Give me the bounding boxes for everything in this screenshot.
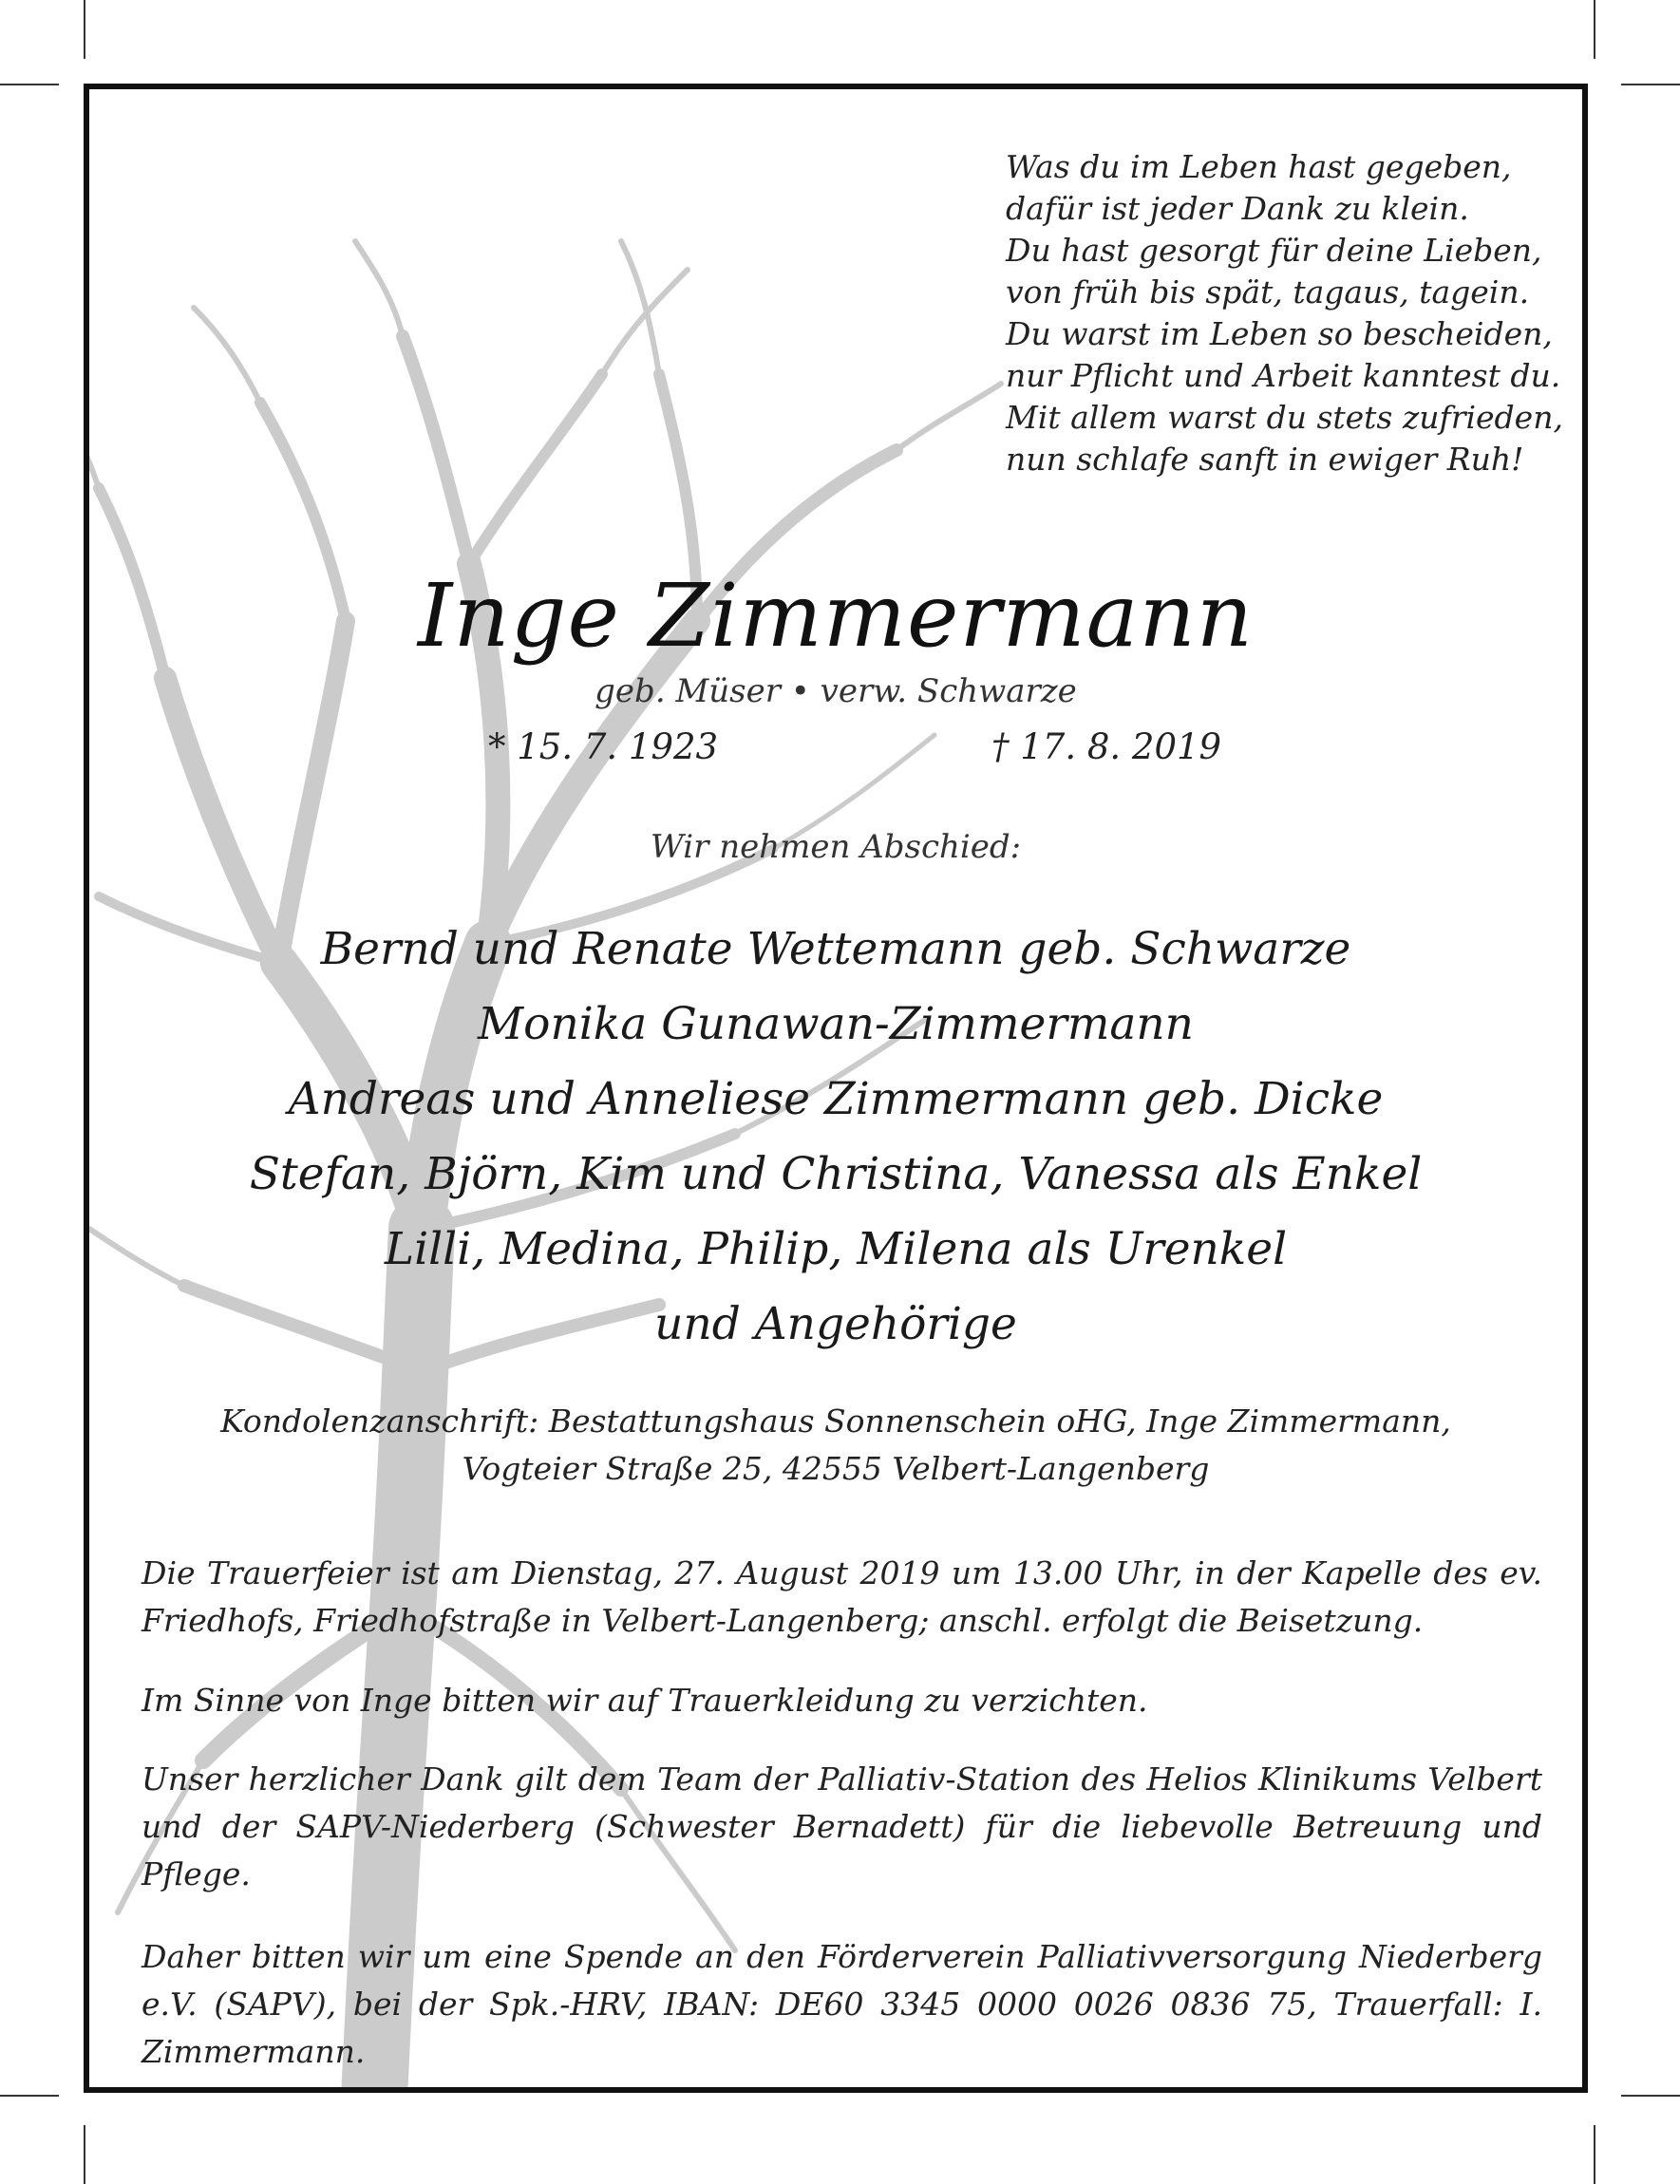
farewell-heading: Wir nehmen Abschied:: [650, 828, 1022, 866]
crop-mark: [84, 2125, 85, 2184]
mourner-line: Lilli, Medina, Philip, Milena als Urenkel: [384, 1223, 1288, 1275]
crop-mark: [84, 0, 85, 59]
crop-mark: [0, 2095, 59, 2097]
mourners-list: [89, 912, 1582, 1362]
funeral-notice: Die Trauerfeier ist am Dienstag, 27. August 2019 um 13.00 Uhr, in der Kapelle des ev. Friedhofs, Friedhofstraße in Velbert-Langenberg; anschl. erfolgt die Beisetzung.: [142, 1554, 1542, 1639]
attire-notice: Im Sinne von Inge bitten wir auf Trauerkleidung zu verzichten.: [142, 1682, 1148, 1719]
deceased-name: Inge Zimmermann: [417, 565, 1254, 667]
poem-line: Mit allem warst du stets zufrieden,: [1006, 399, 1563, 436]
crop-mark: [0, 84, 59, 85]
donation-notice: Daher bitten wir um eine Spende an den Förderverein Palliativversorgung Niederberg e.V. (SAPV), bei der Spk.-HRV, IBAN: DE60 3345 0000 0026 0836 75, Trauerfall: I. Zimmermann.: [142, 1938, 1542, 2070]
poem-line: von früh bis spät, tagaus, tagein.: [1006, 273, 1530, 311]
mourner-line: und Angehörige: [654, 1298, 1017, 1350]
mourner-line: Monika Gunawan-Zimmermann: [478, 998, 1194, 1050]
birth-names: geb. Müser • verw. Schwarze: [595, 672, 1077, 710]
poem-line: nur Pflicht und Arbeit kanntest du.: [1006, 357, 1561, 394]
thanks-notice: Unser herzlicher Dank gilt dem Team der Palliativ-Station des Helios Klinikums Velbert und der SAPV-Niederberg (Schwester Bernadett) für die liebevolle Betreuung und Pflege.: [142, 1760, 1542, 1892]
poem-line: Du warst im Leben so bescheiden,: [1006, 315, 1553, 352]
death-date: † 17. 8. 2019: [991, 726, 1222, 767]
condolence-address: [89, 1398, 1582, 1493]
condolence-line: Vogteier Straße 25, 42555 Velbert-Langenberg: [462, 1450, 1210, 1487]
crop-mark: [1621, 2095, 1680, 2097]
memorial-poem: [1006, 146, 1563, 480]
poem-line: Du hast gesorgt für deine Lieben,: [1006, 232, 1542, 269]
condolence-line: Kondolenzanschrift: Bestattungshaus Sonnenschein oHG, Inge Zimmermann,: [220, 1403, 1451, 1440]
poem-line: dafür ist jeder Dank zu klein.: [1006, 190, 1469, 227]
mourner-line: Bernd und Renate Wettemann geb. Schwarze: [320, 923, 1351, 975]
poem-line: nun schlafe sanft in ewiger Ruh!: [1006, 441, 1524, 478]
birth-date: * 15. 7. 1923: [488, 726, 719, 767]
obituary-content: [89, 89, 1582, 2087]
crop-mark: [1621, 84, 1680, 85]
crop-mark: [1594, 2125, 1595, 2184]
mourner-line: Andreas und Anneliese Zimmermann geb. Dicke: [288, 1073, 1384, 1125]
obituary-frame: [84, 84, 1588, 2093]
poem-line: Was du im Leben hast gegeben,: [1006, 148, 1512, 185]
mourner-line: Stefan, Björn, Kim und Christina, Vanessa als Enkel: [249, 1148, 1423, 1200]
crop-mark: [1594, 0, 1595, 59]
